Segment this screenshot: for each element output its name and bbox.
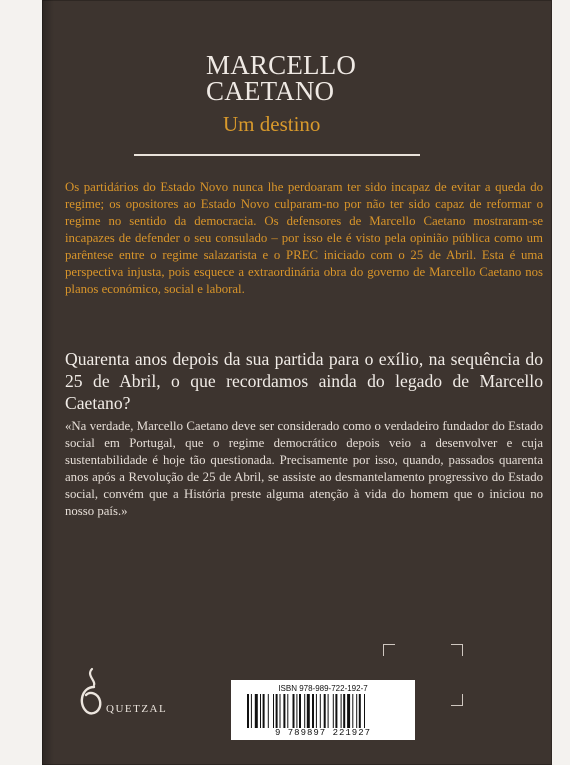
text-column [65,0,543,765]
book-subtitle: Um destino [223,112,321,136]
barcode-label [231,680,415,740]
publisher-name: QUETZAL [106,703,168,715]
quetzal-logo-icon [76,665,104,721]
book-back-cover [42,0,552,765]
publisher-block [76,665,196,725]
spine-shadow [42,0,54,765]
author-line-1: MARCELLO [206,50,357,80]
question-paragraph: Quarenta anos depois da sua partida para o exílio, na sequência do 25 de Abril, o que recordamos ainda do legado de Marcello Caetano? [65,348,543,413]
barcode-icon [247,694,399,728]
quote-paragraph: «Na verdade, Marcello Caetano deve ser considerado como o verdadeiro fundador do Estado social em Portugal, que o regime democrático depois veio a desenvolver e cuja sustentabilidade é hoje tão questionada. Precisamente por isso, quando, passados quarenta anos após a Revolução de 25 de Abril, se assiste ao desmantelamento progressivo do Estado social, convém que a História preste alguma atenção à vida do homem que o iniciou no nosso país.» [65,418,543,518]
intro-paragraph: Os partidários do Estado Novo nunca lhe perdoaram ter sido incapaz de evitar a queda do regime; os opositores ao Estado Novo culparam-no por não ter sido capaz de reformar o regime no sentido da democracia. Os defensores de Marcello Caetano mostraram-se incapazes de defender o seu consulado – por isso ele é visto pela opinião pública como um parêntese entre o regime salazarista e o PREC iniciado com o 25 de Abril. Esta é uma perspectiva injusta, pois esquece a extraordinária obra do governo de Marcello Caetano nos planos económico, social e laboral. [65,180,543,296]
author-line-2: CAETANO [206,76,335,106]
isbn-text: ISBN 978-989-722-192-7 [278,684,368,693]
barcode-number: 9 789897 221927 [274,728,371,738]
